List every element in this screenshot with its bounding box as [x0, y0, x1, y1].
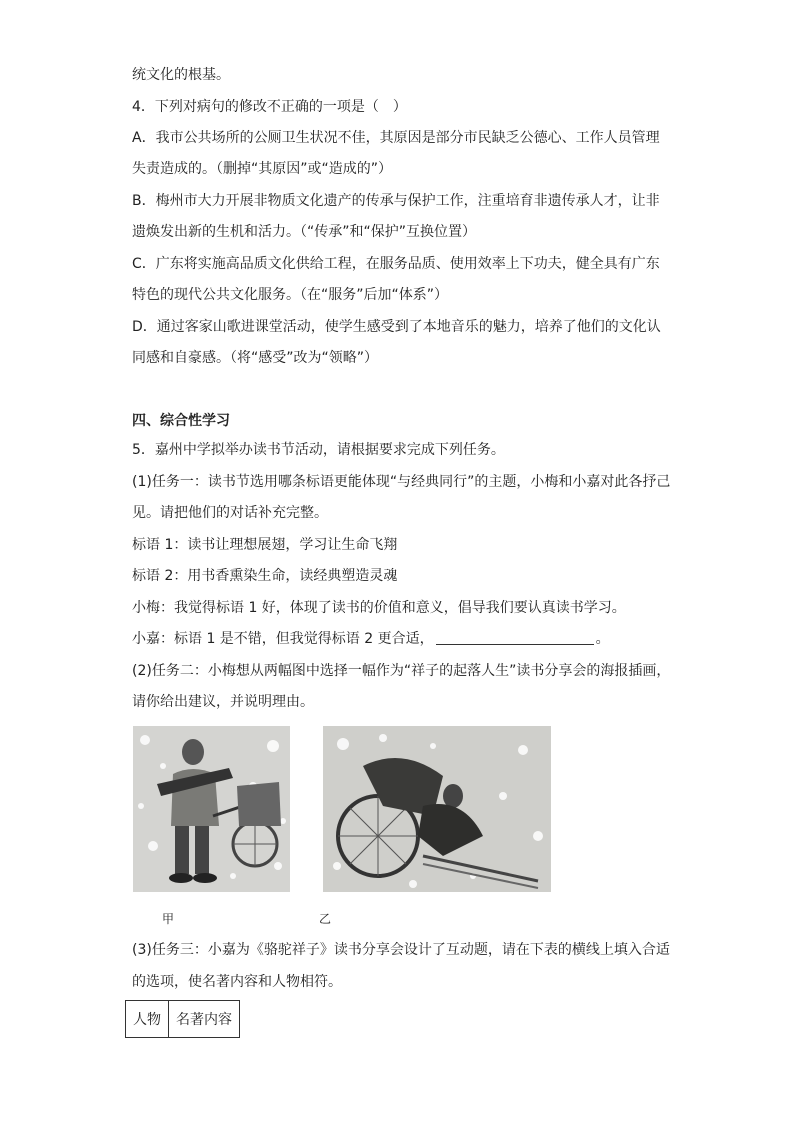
option-b-line-1: B．梅州市大力开展非物质文化遗产的传承与保护工作，注重培育非遗传承人才，让非: [132, 193, 660, 209]
option-a-line-2: 失责造成的。（删掉“其原因”或“造成的”）: [132, 161, 393, 177]
text-line: 统文化的根基。: [132, 67, 230, 83]
task-1-line-1: (1)任务一：读书节选用哪条标语更能体现“与经典同行”的主题，小梅和小嘉对此各抒己: [132, 474, 671, 490]
xiaomei-dialogue: 小梅：我觉得标语 1 好，体现了读书的价值和意义，倡导我们要认真读书学习。: [132, 600, 626, 616]
task-2-line-2: 请你给出建议，并说明理由。: [132, 694, 314, 710]
task-3-line-1: (3)任务三：小嘉为《骆驼祥子》读书分享会设计了互动题，请在下表的横线上填入合适: [132, 942, 670, 958]
caption-jia: 甲: [162, 912, 175, 926]
caption-yi: 乙: [319, 912, 332, 926]
answer-blank[interactable]: [436, 630, 594, 645]
task-1-line-2: 见。请把他们的对话补充完整。: [132, 505, 328, 521]
rickshaw-fallen-illustration: [323, 726, 551, 892]
option-d-line-1: D．通过客家山歌进课堂活动，使学生感受到了本地音乐的魅力，培养了他们的文化认: [132, 319, 661, 335]
task-3-line-2: 的选项，使名著内容和人物相符。: [132, 974, 342, 990]
slogan-2: 标语 2：用书香熏染生命，读经典塑造灵魂: [132, 568, 398, 584]
xiaojia-text: 小嘉：标语 1 是不错，但我觉得标语 2 更合适，: [132, 631, 434, 647]
section-title: 四、综合性学习: [132, 413, 230, 429]
xiaojia-dialogue: [132, 629, 610, 649]
question-5-stem: 5．嘉州中学拟举办读书节活动，请根据要求完成下列任务。: [132, 442, 505, 458]
option-c-line-2: 特色的现代公共文化服务。（在“服务”后加“体系”）: [132, 287, 449, 303]
header-character: 人物: [126, 1001, 169, 1038]
illustration-yi: [323, 726, 551, 892]
option-d-line-2: 同感和自豪感。（将“感受”改为“领略”）: [132, 350, 379, 366]
option-c-line-1: C．广东将实施高品质文化供给工程，在服务品质、使用效率上下功夫，健全具有广东: [132, 256, 660, 272]
option-b-line-2: 遗焕发出新的生机和活力。（“传承”和“保护”互换位置）: [132, 224, 477, 240]
illustration-jia: [133, 726, 290, 892]
question-4-stem: 4．下列对病句的修改不正确的一项是（ ）: [132, 99, 407, 115]
task-2-line-1: (2)任务二：小梅想从两幅图中选择一幅作为“祥子的起落人生”读书分享会的海报插画，: [132, 663, 671, 679]
header-content: 名著内容: [169, 1001, 240, 1038]
table-header-row: [126, 1001, 240, 1038]
character-content-table: [125, 1000, 240, 1038]
rickshaw-puller-standing-illustration: [133, 726, 290, 892]
option-a-line-1: A．我市公共场所的公厕卫生状况不佳，其原因是部分市民缺乏公德心、工作人员管理: [132, 130, 660, 146]
slogan-1: 标语 1：读书让理想展翅，学习让生命飞翔: [132, 537, 398, 553]
xiaojia-end: 。: [595, 631, 610, 647]
